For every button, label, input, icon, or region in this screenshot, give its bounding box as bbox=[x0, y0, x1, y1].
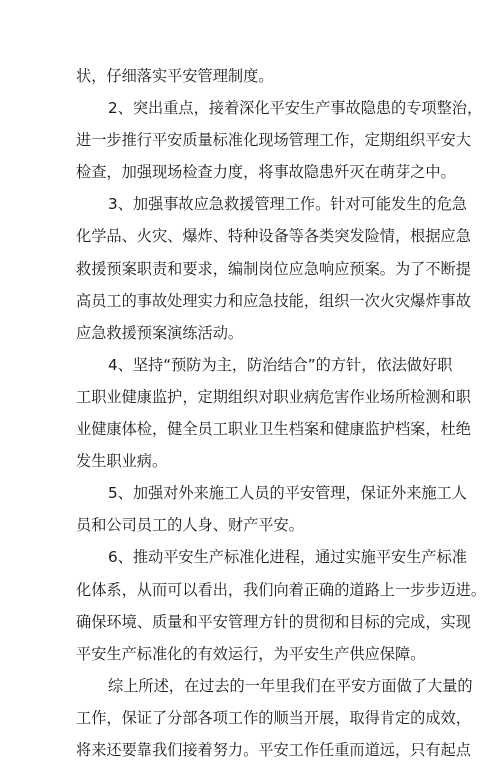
paragraph-4 bbox=[76, 349, 471, 477]
text-line: 6、推动平安生产标准化进程，通过实施平安生产标准 bbox=[108, 548, 467, 567]
text-line: 化学品、火灾、爆炸、特种设备等各类突发险情，根据应急 bbox=[76, 227, 471, 246]
text-line: 应急救援预案演练活动。 bbox=[76, 323, 244, 342]
text-line: 2、突出重点，接着深化平安生产事故隐患的专项整治， bbox=[108, 99, 483, 118]
text-line: 5、加强对外来施工人员的平安管理，保证外来施工人 bbox=[108, 484, 467, 503]
text-line: 工作，保证了分部各项工作的顺当开展，取得肯定的成效， bbox=[76, 708, 471, 727]
text-line: 工职业健康监护，定期组织对职业病危害作业场所检测和职 bbox=[76, 387, 471, 406]
text-line: 将来还要靠我们接着努力。平安工作任重而道远，只有起点 bbox=[76, 740, 471, 759]
text-line: 员和公司员工的人身、财产平安。 bbox=[76, 516, 304, 535]
paragraph-1 bbox=[76, 60, 434, 92]
text-line: 高员工的事故处理实力和应急技能，组织一次火灾爆炸事故 bbox=[76, 291, 471, 310]
text-line: 进一步推行平安质量标准化现场管理工作，定期组织平安大 bbox=[76, 131, 471, 150]
text-line: 发生职业病。 bbox=[76, 452, 168, 471]
paragraph-2 bbox=[76, 92, 483, 188]
text-line: 综上所述，在过去的一年里我们在平安方面做了大量的 bbox=[108, 676, 473, 695]
text-line: 状，仔细落实平安管理制度。 bbox=[76, 67, 274, 85]
text-line: 化体系，从而可以看出，我们向着正确的道路上一步步迈进。 bbox=[76, 580, 487, 599]
text-line: 确保环境、质量和平安管理方针的贯彻和目标的完成，实现 bbox=[76, 612, 471, 631]
paragraph-5 bbox=[76, 477, 467, 541]
paragraph-3 bbox=[76, 188, 471, 348]
text-line: 业健康体检，健全员工职业卫生档案和健康监护档案，杜绝 bbox=[76, 420, 471, 439]
text-line: 检查，加强现场检查力度，将事故隐患歼灭在萌芽之中。 bbox=[76, 163, 456, 182]
text-line: 救援预案职责和要求，编制岗位应急响应预案。为了不断提 bbox=[76, 259, 471, 278]
paragraph-7 bbox=[76, 670, 473, 766]
paragraph-6 bbox=[76, 541, 487, 669]
text-line: 3、加强事故应急救援管理工作。针对可能发生的危急 bbox=[108, 195, 467, 214]
text-line: 4、坚持“预防为主，防治结合”的方针，依法做好职 bbox=[108, 355, 453, 374]
document-page bbox=[76, 60, 487, 766]
text-line: 平安生产标准化的有效运行，为平安生产供应保障。 bbox=[76, 644, 426, 663]
